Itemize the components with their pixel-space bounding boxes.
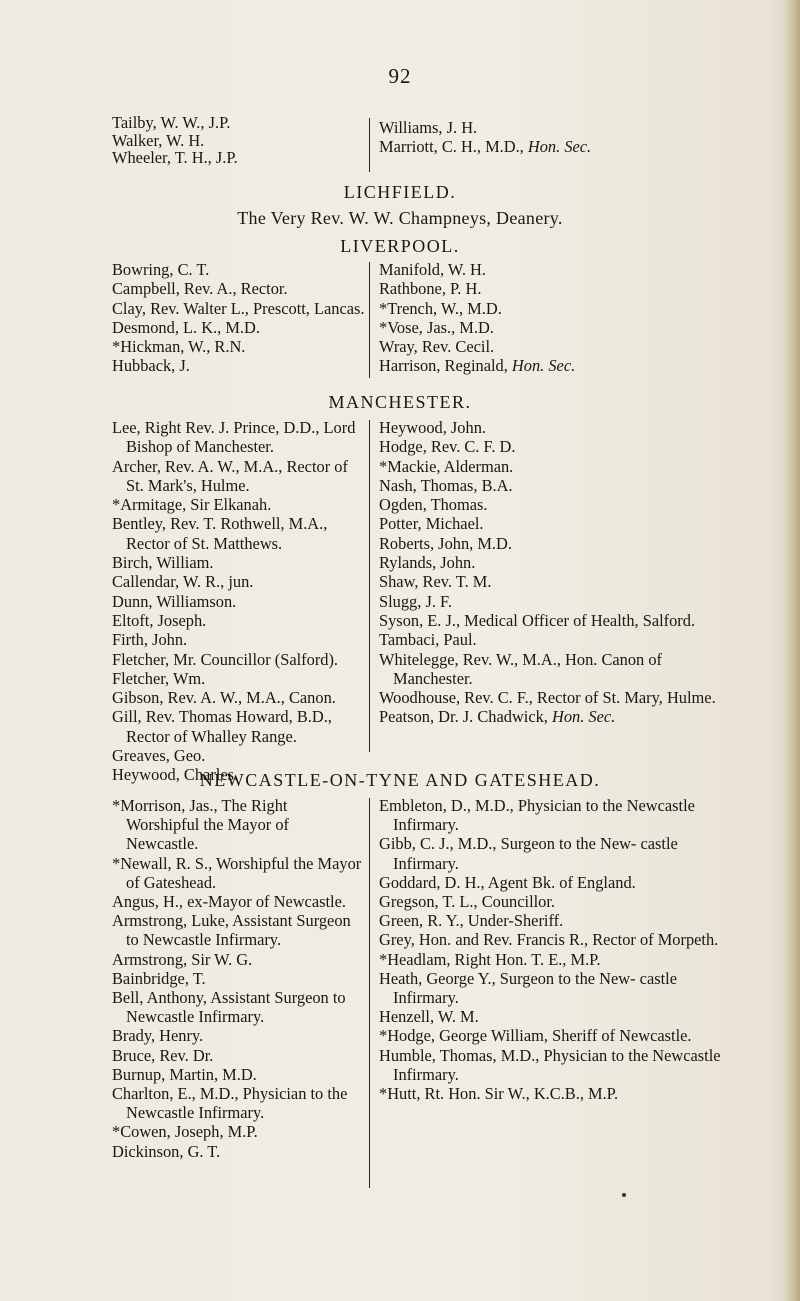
list-item: *Hodge, George William, Sheriff of Newcastle. [379, 1026, 692, 1046]
list-item: *Mackie, Alderman. [379, 456, 514, 476]
list-item: Fletcher, Wm. [112, 668, 206, 688]
list-item: Rathbone, P. H. [379, 279, 482, 299]
list-item: Goddard, D. H., Agent Bk. of England. [379, 872, 636, 892]
list-item: Birch, William. [112, 553, 214, 573]
list-item: Brady, Henry. [112, 1026, 204, 1046]
list-item: Dickinson, G. T. [112, 1141, 221, 1161]
list-item: Fletcher, Mr. Councillor (Salford). [112, 649, 339, 669]
list-item: Eltoft, Joseph. [112, 610, 207, 630]
list-item: Lee, Right Rev. J. Prince, D.D., Lord Bishop of Manchester. [112, 418, 356, 457]
list-item: Hubback, J. [112, 356, 190, 376]
list-item: Slugg, J. F. [379, 591, 452, 611]
manchester-left-column [112, 418, 362, 785]
column-divider [369, 262, 370, 378]
ink-speck [622, 1193, 626, 1197]
list-item: Tambaci, Paul. [379, 630, 477, 650]
list-item: Firth, John. [112, 630, 188, 650]
list-item: Campbell, Rev. A., Rector. [112, 279, 288, 299]
column-divider [369, 118, 370, 172]
newcastle-right-column [379, 796, 741, 1103]
section-heading-manchester: MANCHESTER. [328, 392, 472, 412]
list-item: Heywood, Charles. [112, 765, 239, 785]
list-item: Callendar, W. R., jun. [112, 572, 254, 592]
list-item: Humble, Thomas, M.D., Physician to the Newcastle Infirmary. [379, 1045, 721, 1084]
list-item: Grey, Hon. and Rev. Francis R., Rector of Morpeth. [379, 930, 719, 950]
list-item: Green, R. Y., Under-Sheriff. [379, 911, 564, 931]
list-item: Gill, Rev. Thomas Howard, B.D., Rector of Whalley Range. [112, 707, 332, 746]
list-item: Walker, W. H. [112, 130, 205, 150]
list-item: Bowring, C. T. [112, 260, 210, 279]
list-item: *Armitage, Sir Elkanah. [112, 495, 272, 515]
list-item: Angus, H., ex-Mayor of Newcastle. [112, 892, 346, 912]
list-item: Greaves, Geo. [112, 746, 206, 766]
list-item: Gibson, Rev. A. W., M.A., Canon. [112, 688, 336, 708]
list-item: Heywood, John. [379, 418, 486, 437]
lichfield-entry: The Very Rev. W. W. Champneys, Deanery. [237, 208, 563, 228]
list-item: Bruce, Rev. Dr. [112, 1045, 214, 1065]
list-item: *Newall, R. S., Worshipful the Mayor of Gateshead. [112, 853, 362, 892]
list-item: Syson, E. J., Medical Officer of Health, Salford. [379, 610, 696, 630]
list-item: Marriott, C. H., M.D., Hon. Sec. [379, 137, 592, 156]
list-item: *Trench, W., M.D. [379, 298, 502, 318]
list-item: Clay, Rev. Walter L., Prescott, Lancas. [112, 298, 365, 318]
list-item: *Morrison, Jas., The Right Worshipful the Mayor of Newcastle. [112, 796, 290, 854]
list-item: *Hutt, Rt. Hon. Sir W., K.C.B., M.P. [379, 1084, 619, 1104]
list-item: Henzell, W. M. [379, 1007, 479, 1027]
list-item: Dunn, Williamson. [112, 591, 237, 611]
list-item: Shaw, Rev. T. M. [379, 572, 492, 592]
list-item: Embleton, D., M.D., Physician to the Newcastle Infirmary. [379, 796, 695, 835]
list-item: Burnup, Martin, M.D. [112, 1064, 257, 1084]
list-item: Desmond, L. K., M.D. [112, 317, 260, 337]
list-item: Potter, Michael. [379, 514, 484, 534]
column-divider [369, 420, 370, 752]
list-item: Wray, Rev. Cecil. [379, 337, 495, 357]
list-item: Bell, Anthony, Assistant Surgeon to Newcastle Infirmary. [112, 988, 346, 1027]
list-item: Archer, Rev. A. W., M.A., Rector of St. Mark's, Hulme. [112, 456, 348, 495]
list-item: *Vose, Jas., M.D. [379, 317, 494, 337]
list-item: Nash, Thomas, B.A. [379, 475, 513, 495]
section-heading-liverpool: LIVERPOOL. [340, 236, 460, 256]
newcastle-left-column [112, 796, 364, 1161]
list-item: Bainbridge, T. [112, 968, 206, 988]
list-item: Charlton, E., M.D., Physician to the Newcastle Infirmary. [112, 1084, 348, 1123]
section-heading-newcastle: NEWCASTLE-ON-TYNE AND GATESHEAD. [199, 770, 601, 790]
list-item: Rylands, John. [379, 553, 476, 573]
list-item: Tailby, W. W., J.P. [112, 113, 231, 132]
list-item: Heath, George Y., Surgeon to the New- castle Infirmary. [379, 968, 677, 1008]
top-right-column [379, 118, 739, 156]
list-item: Manifold, W. H. [379, 260, 486, 279]
list-item: Hodge, Rev. C. F. D. [379, 437, 516, 457]
list-item: Gibb, C. J., M.D., Surgeon to the New- castle Infirmary. [379, 834, 678, 873]
liverpool-left-column [112, 260, 365, 376]
list-item: *Headlam, Right Hon. T. E., M.P. [379, 949, 601, 969]
page-number: 92 [388, 64, 412, 88]
list-item: Bentley, Rev. T. Rothwell, M.A., Rector of St. Matthews. [112, 514, 328, 553]
list-item: Armstrong, Luke, Assistant Surgeon to Newcastle Infirmary. [112, 911, 351, 950]
list-item: Whitelegge, Rev. W., M.A., Hon. Canon of Manchester. [379, 649, 663, 688]
list-item: Williams, J. H. [379, 118, 478, 137]
list-item: Harrison, Reginald, Hon. Sec. [379, 356, 576, 376]
list-item: Gregson, T. L., Councillor. [379, 892, 556, 912]
section-heading-lichfield: LICHFIELD. [343, 182, 457, 202]
list-item: *Cowen, Joseph, M.P. [112, 1122, 258, 1142]
list-item: Wheeler, T. H., J.P. [112, 148, 238, 167]
list-item: Ogden, Thomas. [379, 495, 488, 515]
list-item: Armstrong, Sir W. G. [112, 949, 253, 969]
liverpool-right-column [379, 260, 739, 376]
list-item: Roberts, John, M.D. [379, 533, 512, 553]
top-left-column [112, 114, 362, 167]
manchester-right-column [379, 418, 741, 727]
list-item: Peatson, Dr. J. Chadwick, Hon. Sec. [379, 707, 616, 727]
column-divider [369, 798, 370, 1188]
list-item: *Hickman, W., R.N. [112, 337, 246, 357]
list-item: Woodhouse, Rev. C. F., Rector of St. Mary, Hulme. [379, 688, 716, 708]
